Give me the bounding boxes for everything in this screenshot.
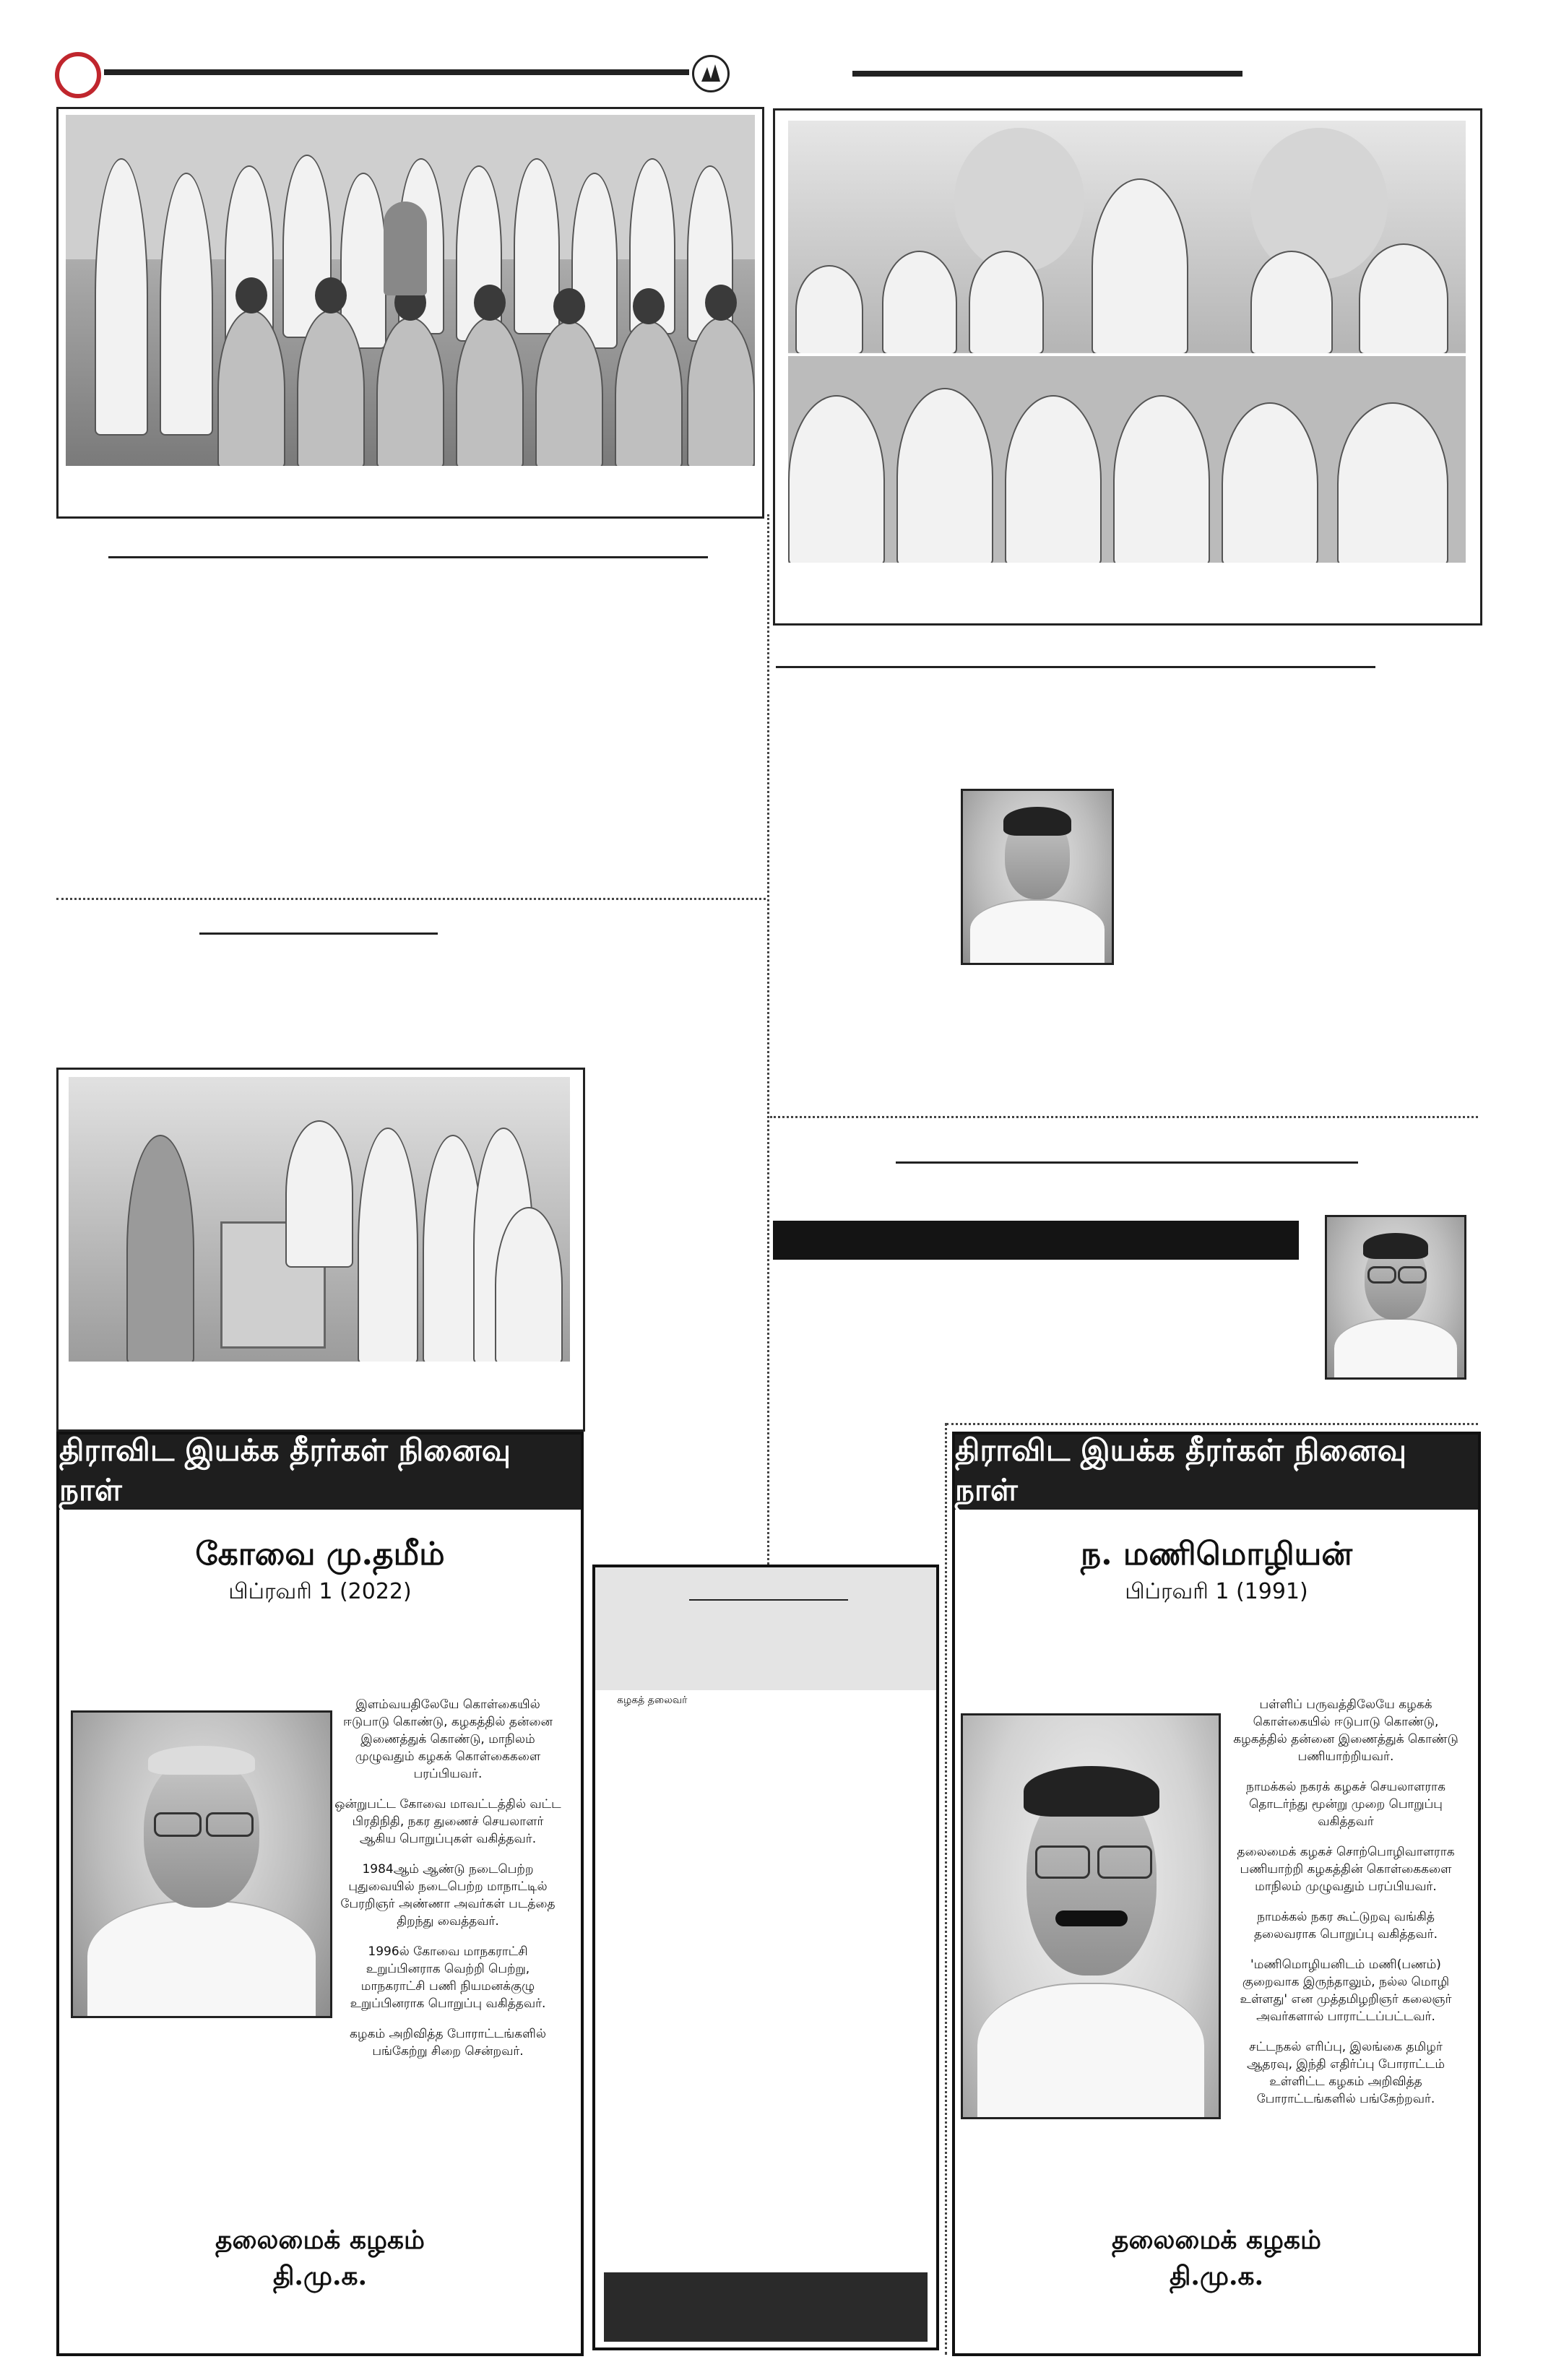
memorial-footer	[955, 2222, 1478, 2294]
photo-frame-meeting	[773, 108, 1482, 626]
memorial-date: பிப்ரவரி 1 (2022)	[228, 1579, 412, 1604]
memorial-paragraph: இளம்வயதிலேயே கொள்கையில் ஈடுபாடு கொண்டு, கழகத்தில் தன்னை இணைத்துக் கொண்டு, மாநிலம் முழுவதும் கழகக் கொள்கைகளை பரப்பியவர்.	[343, 1697, 553, 1781]
memorial-text	[334, 1696, 562, 2073]
divider-right-1	[770, 1116, 1478, 1118]
basketball-trophy-team-photo	[66, 115, 755, 466]
memorial-portrait	[71, 1710, 332, 2018]
photo-frame-team	[56, 107, 764, 519]
memorial-paragraph: 1996ல் கோவை மாநகராட்சி உறுப்பினராக வெற்றி பெற்று, மாநகராட்சி பணி நியமனக்குழு உறுப்பினராக பொறுப்பு வகித்தவர்.	[350, 1944, 546, 2011]
headline-rule-right	[776, 666, 1375, 668]
trophy-icon	[384, 202, 427, 295]
memorial-footer-org: தலைமைக் கழகம்	[215, 2225, 425, 2255]
party-meeting-photo	[788, 121, 1466, 563]
memorial-footer-party: தி.மு.க.	[272, 2261, 368, 2291]
page-number-circle	[55, 52, 101, 98]
memorial-date: பிப்ரவரி 1 (1991)	[1125, 1579, 1308, 1604]
memorial-paragraph: 'மணிமொழியனிடம் மணி(பணம்) குறைவாக இருந்தாலும், நல்ல மொழி உள்ளது' என முத்தமிழறிஞர் கலைஞர் அவர்களால் பாராட்டப்பட்டவர்.	[1240, 1957, 1452, 2024]
rising-sun-emblem-icon	[692, 55, 730, 92]
food-distribution-photo	[69, 1077, 570, 1362]
headline-rule-left	[108, 556, 708, 558]
memorial-paragraph: நாமக்கல் நகரக் கழகச் செயலாளராக தொடர்ந்து மூன்று முறை பொறுப்பு வகித்தவர்	[1246, 1780, 1445, 1829]
memorial-name: கோவை மு.தமீம்	[195, 1536, 445, 1572]
divider-left-1	[56, 898, 766, 900]
man-portrait-with-glasses	[1325, 1215, 1466, 1380]
memorial-text	[1229, 1696, 1462, 2121]
memorial-paragraph: நாமக்கல் நகர கூட்டுறவு வங்கித் தலைவராக பொறுப்பு வகித்தவர்.	[1253, 1910, 1438, 1942]
divider-vertical	[767, 514, 769, 1569]
divider-right-2	[946, 1423, 1478, 1425]
black-banner	[773, 1221, 1299, 1260]
memorial-footer-party: தி.மு.க.	[1169, 2261, 1264, 2291]
center-box-footer-band	[604, 2272, 928, 2342]
photo-frame-distribution	[56, 1068, 585, 1432]
memorial-paragraph: 1984ஆம் ஆண்டு நடைபெற்ற புதுவையில் நடைபெற்ற மாநாட்டில் பேரறிஞர் அண்ணா அவர்கள் படத்தை திறந்து வைத்தவர்.	[340, 1862, 556, 1929]
headline-rule-right-2	[896, 1161, 1358, 1164]
memorial-name: ந. மணிமொழியன்	[1080, 1536, 1353, 1572]
memorial-card-right	[952, 1432, 1481, 2356]
memorial-paragraph: கழகம் அறிவித்த போராட்டங்களில் பங்கேற்று சிறை சென்றவர்.	[350, 2027, 546, 2059]
memorial-card-left	[56, 1432, 584, 2356]
memorial-paragraph: சட்டநகல் எரிப்பு, இலங்கை தமிழர் ஆதரவு, இந்தி எதிர்ப்பு போராட்டம் உள்ளிட்ட கழகம் அறிவித்த போராட்டங்களில் பங்கேற்றவர்.	[1247, 2040, 1445, 2106]
memorial-footer-org: தலைமைக் கழகம்	[1112, 2225, 1321, 2255]
divider-vertical-right	[945, 1423, 947, 2355]
memorial-header: திராவிட இயக்க தீரர்கள் நினைவு நாள்	[955, 1435, 1478, 1510]
masthead-rule	[104, 69, 689, 75]
memorial-paragraph: தலைமைக் கழகச் சொற்பொழிவாளராக பணியாற்றி கழகத்தின் கொள்கைகளை மாநிலம் முழுவதும் பரப்பியவர்.	[1237, 1845, 1455, 1894]
center-box	[592, 1565, 939, 2350]
memorial-paragraph: பள்ளிப் பருவத்திலேயே கழகக் கொள்கையில் ஈடுபாடு கொண்டு, கழகத்தில் தன்னை இணைத்துக் கொண்டு பணியாற்றியவர்.	[1233, 1697, 1458, 1764]
masthead-rule-right	[852, 71, 1242, 77]
headline-rule-short	[199, 932, 438, 935]
memorial-footer	[59, 2222, 581, 2294]
memorial-portrait	[961, 1713, 1221, 2119]
memorial-paragraph: ஒன்றுபட்ட கோவை மாவட்டத்தில் வட்ட பிரதிநிதி, நகர துணைச் செயலாளர் ஆகிய பொறுப்புகள் வகித்தவர்.	[334, 1797, 561, 1846]
man-portrait-smiling	[961, 789, 1114, 965]
center-box-caption: கழகத் தலைவர்	[617, 1695, 688, 1706]
memorial-header: திராவிட இயக்க தீரர்கள் நினைவு நாள்	[59, 1435, 581, 1510]
